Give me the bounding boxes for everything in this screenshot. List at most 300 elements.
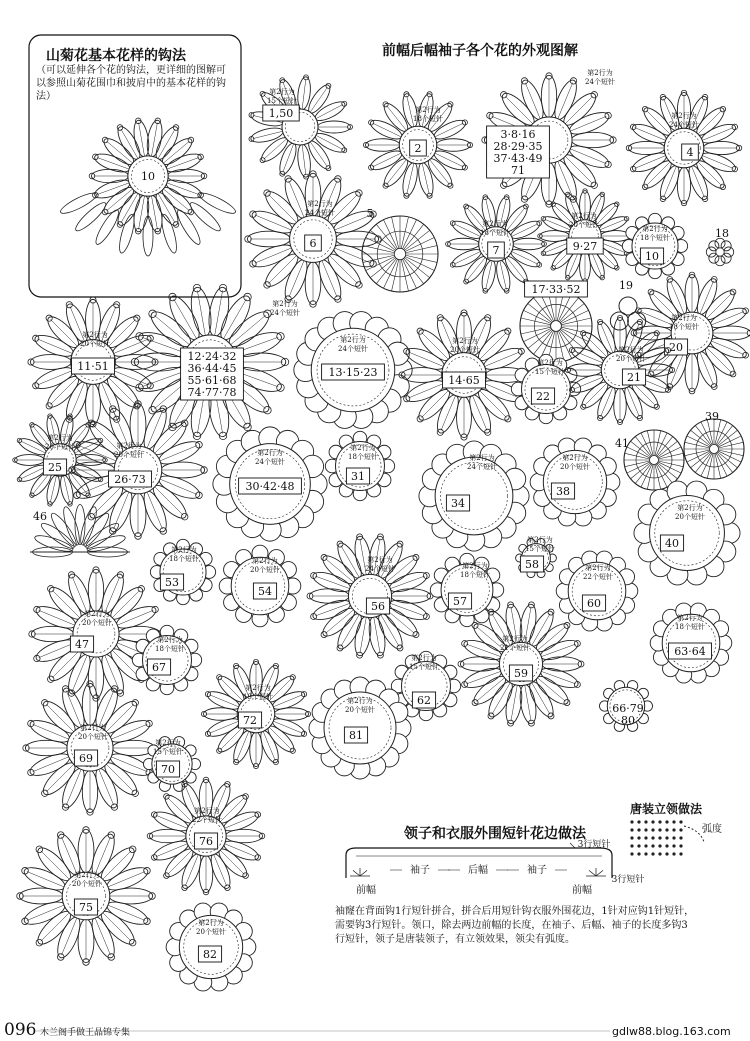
petal-rib bbox=[33, 757, 69, 772]
picot bbox=[46, 315, 52, 321]
picot bbox=[462, 640, 468, 646]
front-right-label: 前幅 bbox=[572, 885, 592, 896]
radial-stitch bbox=[691, 430, 711, 446]
stitch-dot bbox=[651, 844, 654, 847]
edging-title: 领子和衣服外围短针花边做法 bbox=[404, 826, 586, 842]
picot bbox=[34, 606, 40, 612]
stitch-dot bbox=[630, 852, 633, 855]
stitch-note: 20个短针 bbox=[675, 513, 705, 521]
motif-number: 55·61·68 bbox=[187, 374, 237, 387]
picot bbox=[234, 759, 239, 764]
picot bbox=[244, 423, 252, 431]
petal-rib bbox=[568, 251, 579, 276]
picot bbox=[743, 308, 749, 314]
picot bbox=[423, 572, 429, 578]
stitch-note: 第2行为 bbox=[462, 562, 488, 570]
stitch-dot bbox=[672, 828, 675, 831]
picot bbox=[42, 790, 48, 796]
petal-rib bbox=[692, 166, 705, 197]
motif-number: 60 bbox=[587, 597, 601, 610]
picot bbox=[321, 632, 327, 638]
petal-rib bbox=[79, 446, 116, 461]
half-petal bbox=[61, 505, 83, 546]
stitch-note: 第2行为 bbox=[245, 684, 271, 692]
edging-diagram bbox=[346, 838, 644, 896]
rows-side-label: 3行短针 bbox=[611, 875, 645, 885]
stitch-note: 20个短针 bbox=[345, 706, 375, 714]
motif-number: 82 bbox=[203, 948, 217, 961]
motif-center bbox=[650, 456, 659, 465]
motif-number: 63·64 bbox=[674, 645, 706, 658]
picot bbox=[413, 554, 419, 560]
picot bbox=[605, 112, 611, 118]
motif-number: 4 bbox=[686, 146, 694, 159]
motif-number: 53 bbox=[165, 576, 179, 589]
picot bbox=[711, 277, 717, 283]
picot bbox=[250, 261, 256, 268]
picot bbox=[326, 166, 331, 171]
stitch-dot bbox=[672, 844, 675, 847]
radial-stitch bbox=[534, 298, 553, 322]
flower-motif bbox=[147, 777, 265, 895]
petal-rib bbox=[21, 467, 46, 479]
petal-rib bbox=[316, 104, 343, 118]
picot bbox=[369, 165, 374, 170]
stitch-note: 24个短针 bbox=[305, 209, 335, 217]
flower-motif bbox=[556, 551, 638, 631]
stitch-dot bbox=[679, 852, 682, 855]
petal-rib bbox=[156, 844, 188, 857]
stitch-note: 第2行为 bbox=[411, 654, 437, 662]
flower-motif bbox=[362, 207, 438, 292]
petal-rib bbox=[62, 918, 77, 955]
picot bbox=[151, 812, 157, 818]
stitch-dot bbox=[665, 828, 668, 831]
petal-rib bbox=[214, 855, 227, 887]
stitch-dot bbox=[665, 836, 668, 839]
picot bbox=[464, 204, 469, 209]
petal-rib bbox=[512, 224, 538, 237]
stitch-note: 第2行为 bbox=[47, 434, 73, 442]
picot bbox=[501, 182, 507, 188]
flower-motif bbox=[132, 625, 201, 694]
picot bbox=[404, 396, 410, 402]
picot bbox=[205, 692, 210, 697]
picot bbox=[33, 383, 39, 389]
stitch-note: 15个短针 bbox=[267, 97, 297, 105]
radial-stitch bbox=[534, 330, 553, 354]
motif-number: 38 bbox=[556, 485, 570, 498]
picot bbox=[260, 91, 265, 96]
radial-stitch bbox=[657, 464, 673, 484]
picot bbox=[342, 101, 347, 106]
stitch-note: 20个短针 bbox=[80, 340, 110, 348]
picot bbox=[225, 781, 231, 787]
picot bbox=[144, 918, 151, 925]
picot bbox=[448, 183, 453, 188]
picot bbox=[642, 184, 648, 190]
radial-stitch bbox=[376, 224, 396, 249]
half-petal bbox=[78, 505, 100, 546]
petal-rib bbox=[209, 695, 238, 707]
petal-rib bbox=[255, 215, 292, 230]
petal-rib bbox=[117, 610, 153, 625]
picot bbox=[217, 748, 222, 753]
petal-rib bbox=[702, 128, 733, 141]
petal-rib bbox=[273, 695, 302, 707]
flower-motif bbox=[249, 75, 353, 179]
motif-number: 34 bbox=[451, 497, 465, 510]
picot bbox=[164, 873, 170, 879]
petal-rib bbox=[601, 387, 613, 416]
stitch-note: 第2行为 bbox=[84, 610, 110, 618]
motif-number: 75 bbox=[79, 901, 93, 914]
stitch-dot bbox=[651, 836, 654, 839]
stitch-note: 第2行为 bbox=[171, 546, 197, 554]
stitch-note: 第2行为 bbox=[452, 337, 478, 345]
petal-rib bbox=[408, 352, 443, 366]
picot bbox=[569, 348, 574, 353]
half-petal bbox=[86, 533, 127, 555]
petal-rib bbox=[700, 352, 714, 385]
picot bbox=[518, 348, 524, 354]
motif-number: 76 bbox=[199, 835, 213, 848]
petal-rib bbox=[147, 492, 162, 529]
motif-number: 20 bbox=[669, 341, 683, 354]
radial-stitch bbox=[717, 426, 733, 446]
stitch-dot bbox=[679, 820, 682, 823]
stitch-note: 第2行为 bbox=[198, 919, 224, 927]
picot bbox=[648, 289, 654, 295]
main-title: 前幅后幅袖子各个花的外观图解 bbox=[382, 43, 578, 59]
picot bbox=[660, 196, 666, 202]
motif-number: 41 bbox=[615, 437, 629, 450]
stitch-dot bbox=[672, 836, 675, 839]
stitch-note: 18个短针 bbox=[460, 571, 490, 579]
picot bbox=[730, 289, 736, 295]
petal-rib bbox=[558, 83, 573, 119]
petal-rib bbox=[600, 219, 625, 230]
picot bbox=[114, 302, 120, 308]
petal-rib bbox=[263, 731, 275, 760]
petal-rib bbox=[435, 123, 464, 137]
picot bbox=[637, 319, 642, 324]
picot bbox=[335, 176, 342, 183]
pointer bbox=[570, 843, 575, 848]
picot bbox=[383, 102, 388, 107]
picot bbox=[591, 182, 597, 188]
petal-rib bbox=[373, 153, 402, 167]
radial-stitch bbox=[717, 453, 733, 473]
stitch-note: 20个短针 bbox=[82, 619, 112, 627]
stitch-dot bbox=[679, 828, 682, 831]
flower-motif bbox=[516, 535, 557, 578]
picot bbox=[173, 125, 179, 131]
edge-section-label: 袖子 bbox=[527, 865, 547, 876]
petal-rib bbox=[209, 721, 238, 733]
stitch-note: 第2行为 bbox=[587, 69, 613, 77]
collar-arc bbox=[684, 826, 704, 842]
radial-stitch bbox=[528, 329, 552, 348]
picot bbox=[450, 221, 455, 226]
picot bbox=[108, 954, 115, 961]
flower-motif bbox=[684, 410, 744, 479]
star-lobe bbox=[715, 256, 725, 266]
stitch-note: 18个短针 bbox=[669, 323, 699, 331]
picot bbox=[548, 609, 554, 615]
radial-stitch bbox=[559, 330, 578, 354]
picot bbox=[637, 415, 642, 420]
picot bbox=[472, 700, 478, 706]
petal-rib bbox=[573, 351, 602, 363]
picot bbox=[62, 804, 68, 810]
picot bbox=[225, 885, 231, 891]
motif-number: 22 bbox=[536, 390, 550, 403]
stitch-note: 第2行为 bbox=[585, 564, 611, 572]
petal-rib bbox=[108, 905, 145, 920]
stitch-note: 第2行为 bbox=[642, 225, 668, 233]
motif-number: 2 bbox=[414, 142, 422, 155]
picot bbox=[88, 513, 95, 520]
motif-number: 39 bbox=[705, 410, 719, 423]
star-center bbox=[716, 248, 724, 256]
stitch-note: 第2行为 bbox=[257, 449, 283, 457]
picot bbox=[250, 211, 256, 218]
flower-motif bbox=[131, 284, 300, 439]
picot bbox=[665, 387, 670, 392]
petal-rib bbox=[441, 396, 455, 431]
flower-motif bbox=[511, 354, 580, 423]
picot bbox=[129, 939, 136, 946]
picot bbox=[196, 441, 203, 448]
picot bbox=[188, 137, 194, 143]
stitch-note: 第2行为 bbox=[562, 454, 588, 462]
collar-stitch-chart bbox=[630, 820, 722, 855]
stitch-note: 第2行为 bbox=[155, 739, 181, 747]
picot bbox=[370, 261, 377, 268]
picot bbox=[290, 748, 295, 753]
stitch-note: 24个短针 bbox=[585, 78, 615, 86]
petal-rib bbox=[27, 872, 64, 887]
flower-motif bbox=[166, 903, 256, 991]
stitch-note: 20个短针 bbox=[450, 346, 480, 354]
stitch-note: 第2行为 bbox=[671, 112, 697, 120]
picot bbox=[273, 759, 278, 764]
petal-rib bbox=[627, 387, 639, 416]
picot bbox=[22, 918, 29, 925]
petal-rib bbox=[711, 341, 744, 355]
stitch-note: 第2行为 bbox=[74, 871, 100, 879]
radial-stitch bbox=[635, 464, 651, 484]
stitch-dot bbox=[637, 852, 640, 855]
picot bbox=[164, 794, 170, 800]
flower-motif bbox=[307, 534, 433, 658]
motif-number: 71 bbox=[511, 164, 525, 177]
radial-stitch bbox=[404, 258, 424, 283]
picot bbox=[732, 124, 738, 130]
radial-stitch bbox=[560, 304, 584, 323]
picot bbox=[277, 384, 285, 392]
picot bbox=[711, 384, 717, 390]
motif-number: 30·42·48 bbox=[245, 480, 295, 493]
motif-number: 31 bbox=[351, 470, 365, 483]
flower-motif bbox=[706, 227, 733, 266]
stitch-note: 18个短针 bbox=[348, 453, 378, 461]
petal-rib bbox=[99, 769, 114, 805]
petal-rib bbox=[545, 242, 570, 253]
motif-number: 62 bbox=[417, 694, 431, 707]
petal-rib bbox=[289, 261, 304, 298]
picot bbox=[485, 315, 491, 321]
petal-rib bbox=[114, 339, 149, 353]
flower-motif bbox=[23, 681, 157, 815]
motif-number: 11·51 bbox=[77, 360, 109, 373]
picot bbox=[417, 328, 423, 334]
petal-rib bbox=[156, 815, 188, 828]
petal-rib bbox=[108, 872, 145, 887]
stitch-dot bbox=[637, 836, 640, 839]
picot bbox=[48, 586, 54, 592]
flower-motif bbox=[309, 677, 411, 779]
petal-rib bbox=[66, 769, 81, 805]
base-petal bbox=[187, 199, 223, 233]
radial-stitch bbox=[631, 441, 651, 457]
picot bbox=[182, 885, 188, 891]
picot bbox=[574, 640, 580, 646]
stitch-dot bbox=[644, 828, 647, 831]
petal-rib bbox=[670, 281, 684, 314]
stitch-note: 第2行为 bbox=[82, 331, 108, 339]
picot bbox=[337, 541, 343, 547]
picot bbox=[642, 106, 648, 112]
picot bbox=[138, 586, 144, 592]
motif-number: 3·8·16 bbox=[500, 128, 536, 141]
picot bbox=[591, 92, 597, 98]
picot bbox=[570, 78, 576, 84]
picot bbox=[108, 832, 115, 839]
petal-rib bbox=[570, 116, 606, 131]
picot bbox=[117, 690, 123, 696]
stitch-note: 第2行为 bbox=[307, 200, 333, 208]
stitch-note: 20个短针 bbox=[569, 221, 599, 229]
petal-rib bbox=[335, 215, 372, 230]
stitch-note: 第2行为 bbox=[80, 724, 106, 732]
picot bbox=[111, 804, 117, 810]
motif-number: 14·65 bbox=[448, 374, 480, 387]
picot bbox=[501, 92, 507, 98]
stitch-note: 第2行为 bbox=[272, 300, 298, 308]
stitch-note: 第2行为 bbox=[527, 536, 553, 544]
picot bbox=[630, 166, 636, 172]
flower-motif bbox=[363, 92, 472, 199]
picot bbox=[152, 606, 158, 612]
star-lobe bbox=[724, 247, 734, 257]
stitch-note: 24个短针 bbox=[255, 458, 285, 466]
radial-stitch bbox=[718, 430, 738, 446]
stitch-note: 18个短针 bbox=[640, 234, 670, 242]
stitch-note: 20个短针 bbox=[78, 733, 108, 741]
petal-rib bbox=[95, 918, 110, 955]
picot bbox=[581, 331, 586, 336]
picot bbox=[290, 675, 295, 680]
petal-rib bbox=[591, 251, 602, 276]
picot bbox=[356, 190, 363, 197]
picot bbox=[337, 645, 343, 651]
motif-number: 9·27 bbox=[572, 240, 598, 253]
picot bbox=[173, 222, 179, 228]
petal-rib bbox=[255, 248, 292, 263]
picot bbox=[488, 713, 494, 719]
stitch-dot bbox=[672, 852, 675, 855]
petal-rib bbox=[525, 83, 540, 119]
picot bbox=[149, 310, 157, 318]
stitch-note: 第2行为 bbox=[415, 106, 441, 114]
flower-motif bbox=[201, 659, 310, 768]
picot bbox=[732, 166, 738, 172]
stitch-note: 第2行为 bbox=[671, 314, 697, 322]
picot bbox=[326, 83, 331, 88]
picot bbox=[472, 622, 478, 628]
motif-number: 54 bbox=[258, 585, 272, 598]
petal-rib bbox=[39, 610, 75, 625]
stitch-dot bbox=[665, 820, 668, 823]
motif-number: 81 bbox=[349, 729, 363, 742]
motif-number: 67 bbox=[152, 661, 166, 674]
picot bbox=[46, 403, 52, 409]
motif-number: 7 bbox=[492, 244, 500, 257]
picot bbox=[57, 832, 64, 839]
picot bbox=[464, 279, 469, 284]
star-lobe bbox=[706, 247, 716, 257]
picot bbox=[505, 416, 511, 422]
flower-motif bbox=[294, 312, 412, 429]
picot bbox=[720, 106, 726, 112]
flower-motif bbox=[219, 545, 301, 627]
stitch-dot bbox=[651, 852, 654, 855]
picot bbox=[311, 614, 317, 620]
picot bbox=[413, 632, 419, 638]
fan-stitch bbox=[353, 870, 360, 876]
stitch-note: 20个短针 bbox=[72, 880, 102, 888]
radial-stitch bbox=[658, 463, 678, 479]
radial-stitch bbox=[695, 453, 711, 473]
picot bbox=[521, 78, 527, 84]
petal-rib bbox=[316, 135, 343, 149]
stitch-note: 18个短针 bbox=[169, 555, 199, 563]
stitch-note: 20个短针 bbox=[196, 928, 226, 936]
petal-rib bbox=[111, 724, 147, 739]
page-number: 096 bbox=[4, 1020, 37, 1040]
radial-stitch bbox=[404, 258, 429, 278]
picot bbox=[743, 352, 749, 358]
motif-number: 1,50 bbox=[268, 107, 294, 120]
stitch-note: 20个短针 bbox=[45, 443, 75, 451]
flower-motif bbox=[143, 737, 200, 792]
radial-stitch bbox=[695, 426, 711, 446]
picot bbox=[28, 769, 34, 775]
stitch-note: 第2行为 bbox=[350, 444, 376, 452]
motif-number: 18 bbox=[715, 227, 729, 240]
stitch-dot bbox=[658, 828, 661, 831]
motif-number: 26·73 bbox=[114, 473, 146, 486]
stitch-dot bbox=[644, 852, 647, 855]
stitch-note: 18个短针 bbox=[480, 229, 510, 237]
petal-rib bbox=[454, 251, 480, 264]
petal-rib bbox=[600, 242, 625, 253]
stitch-dot bbox=[665, 844, 668, 847]
motif-number: 57 bbox=[453, 595, 467, 608]
picot bbox=[181, 513, 188, 520]
